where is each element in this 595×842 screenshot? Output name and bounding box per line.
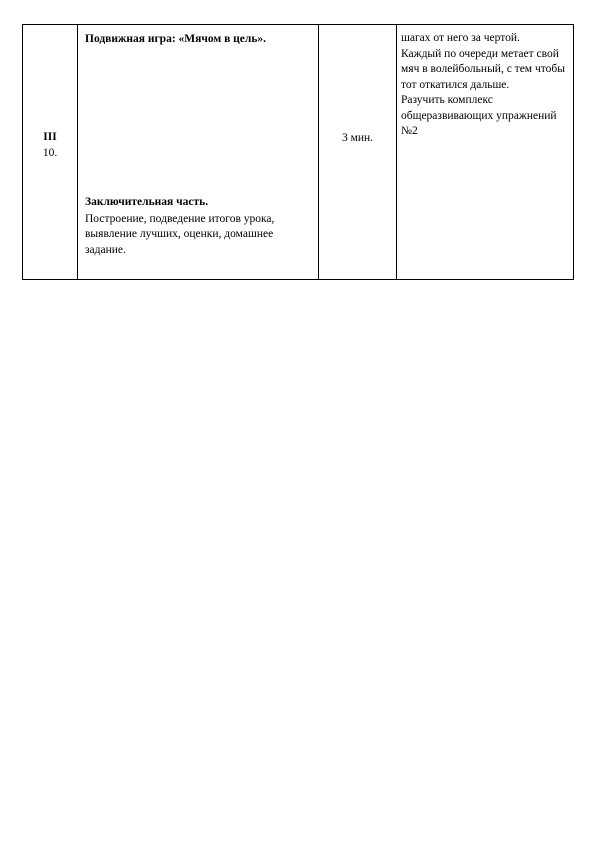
note-line-1: шагах от него за чертой. xyxy=(401,32,520,44)
final-part-block xyxy=(85,195,315,258)
note-line-2: Каждый по очереди метает свой мяч в волейбольный, с тем чтобы тот откатился дальше. xyxy=(401,47,565,91)
notes-cell xyxy=(397,25,574,280)
lesson-plan-table xyxy=(22,24,574,280)
final-part-text: Построение, подведение итогов урока, выявление лучших, оценки, домашнее задание. xyxy=(85,212,275,256)
part-label xyxy=(23,129,77,161)
note-line-3: Разучить комплекс общеразвивающих упражнений №2 xyxy=(401,94,557,137)
table-row xyxy=(23,25,574,280)
game-title: Подвижная игра: «Мячом в цель». xyxy=(85,33,267,45)
part-minutes: 10. xyxy=(42,147,58,159)
part-number: III xyxy=(43,131,57,143)
content-cell xyxy=(78,25,319,280)
dosage-cell xyxy=(319,25,397,280)
final-part-title: Заключительная часть. xyxy=(85,196,209,208)
part-cell xyxy=(23,25,78,280)
dosage-value: 3 мин. xyxy=(341,132,374,144)
